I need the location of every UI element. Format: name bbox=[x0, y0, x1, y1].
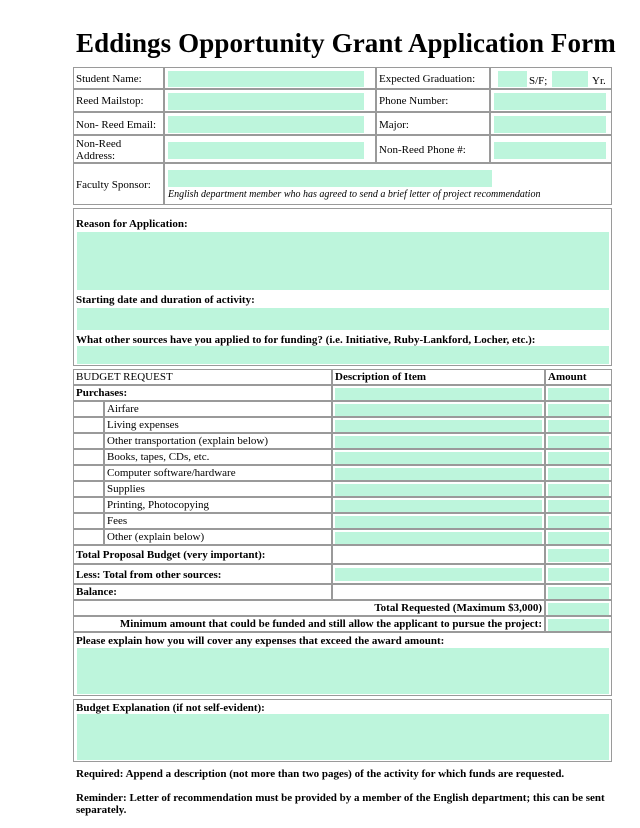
item-row-living bbox=[104, 417, 332, 433]
item-indent bbox=[73, 417, 104, 433]
total-proposal-label: Total Proposal Budget (very important): bbox=[76, 549, 266, 561]
item-row-fees bbox=[104, 513, 332, 529]
item-label: Other (explain below) bbox=[107, 531, 205, 543]
total-requested-input[interactable] bbox=[548, 603, 609, 615]
item-amount-input[interactable] bbox=[548, 484, 609, 496]
item-amount-cell bbox=[545, 417, 612, 433]
explain-excess-cell bbox=[73, 632, 612, 696]
minimum-cell bbox=[73, 616, 545, 632]
purchases-desc-cell bbox=[332, 385, 545, 401]
graduation-field-cell bbox=[490, 67, 612, 89]
item-amount-cell bbox=[545, 433, 612, 449]
item-amount-input[interactable] bbox=[548, 500, 609, 512]
item-label: Airfare bbox=[107, 403, 139, 415]
student-name-cell bbox=[73, 67, 164, 89]
faculty-sponsor-field-cell bbox=[164, 163, 612, 205]
item-row-software bbox=[104, 465, 332, 481]
major-cell bbox=[376, 112, 490, 135]
item-indent bbox=[73, 529, 104, 545]
student-name-field-cell bbox=[164, 67, 376, 89]
item-label: Other transportation (explain below) bbox=[107, 435, 268, 447]
item-indent bbox=[73, 449, 104, 465]
reminder-note: Reminder: Letter of recommendation must be provided by a member of the English department; this can be sent separately. bbox=[76, 792, 605, 816]
major-label: Major: bbox=[379, 119, 409, 131]
purchases-amount-cell bbox=[545, 385, 612, 401]
item-amount-cell bbox=[545, 401, 612, 417]
item-amount-cell bbox=[545, 513, 612, 529]
phone-number-label: Phone Number: bbox=[379, 95, 449, 107]
phone-number-input[interactable] bbox=[494, 93, 606, 110]
description-header: Description of Item bbox=[335, 371, 427, 383]
item-row-printing bbox=[104, 497, 332, 513]
item-desc-cell bbox=[332, 465, 545, 481]
item-desc-cell bbox=[332, 401, 545, 417]
item-amount-cell bbox=[545, 497, 612, 513]
item-amount-cell bbox=[545, 481, 612, 497]
reason-input[interactable] bbox=[77, 232, 609, 290]
non-reed-phone-input[interactable] bbox=[494, 142, 606, 159]
item-row-airfare bbox=[104, 401, 332, 417]
less-other-amount-cell bbox=[545, 564, 612, 584]
non-reed-email-label: Non- Reed Email: bbox=[76, 119, 157, 131]
reed-mailstop-cell bbox=[73, 89, 164, 112]
non-reed-phone-field-cell bbox=[490, 135, 612, 163]
non-reed-address-cell bbox=[73, 135, 164, 163]
item-label: Fees bbox=[107, 515, 128, 527]
phone-number-cell bbox=[376, 89, 490, 112]
item-amount-input[interactable] bbox=[548, 468, 609, 480]
other-sources-label: What other sources have you applied to for funding? (i.e. Initiative, Ruby-Lankford, Locher, etc.): bbox=[76, 334, 536, 346]
item-desc-input[interactable] bbox=[335, 484, 542, 496]
other-sources-input[interactable] bbox=[77, 346, 609, 364]
total-proposal-cell bbox=[73, 545, 332, 564]
item-amount-input[interactable] bbox=[548, 420, 609, 432]
phone-number-field-cell bbox=[490, 89, 612, 112]
purchases-amount-input[interactable] bbox=[548, 388, 609, 400]
item-amount-input[interactable] bbox=[548, 436, 609, 448]
minimum-amount-cell bbox=[545, 616, 612, 632]
total-requested-amount-cell bbox=[545, 600, 612, 616]
budget-explanation-label: Budget Explanation (if not self-evident): bbox=[76, 702, 265, 714]
reed-mailstop-field-cell bbox=[164, 89, 376, 112]
item-desc-cell bbox=[332, 481, 545, 497]
item-label: Books, tapes, CDs, etc. bbox=[107, 451, 210, 463]
item-label: Living expenses bbox=[107, 419, 179, 431]
balance-input[interactable] bbox=[548, 587, 609, 599]
item-label: Printing, Photocopying bbox=[107, 499, 210, 511]
item-amount-cell bbox=[545, 465, 612, 481]
item-desc-cell bbox=[332, 417, 545, 433]
explain-excess-input[interactable] bbox=[77, 648, 609, 694]
item-amount-input[interactable] bbox=[548, 452, 609, 464]
item-indent bbox=[73, 465, 104, 481]
non-reed-address-label: Non-Reed Address: bbox=[76, 138, 122, 162]
faculty-sponsor-cell bbox=[73, 163, 164, 205]
start-date-input[interactable] bbox=[77, 308, 609, 330]
start-date-label: Starting date and duration of activity: bbox=[76, 294, 255, 306]
budget-explanation-input[interactable] bbox=[77, 714, 609, 760]
item-amount-cell bbox=[545, 529, 612, 545]
total-requested-label: Total Requested (Maximum $3,000) bbox=[374, 602, 542, 614]
non-reed-email-field-cell bbox=[164, 112, 376, 135]
sf-label: S/F; bbox=[529, 75, 548, 87]
page-title: Eddings Opportunity Grant Application Form bbox=[76, 28, 616, 58]
faculty-sponsor-input[interactable] bbox=[168, 170, 492, 187]
less-other-desc-input[interactable] bbox=[335, 568, 542, 581]
item-indent bbox=[73, 497, 104, 513]
reason-label: Reason for Application: bbox=[76, 218, 188, 230]
amount-header: Amount bbox=[548, 371, 587, 383]
budget-header: BUDGET REQUEST bbox=[76, 371, 173, 383]
item-row-other bbox=[104, 529, 332, 545]
item-desc-input[interactable] bbox=[335, 404, 542, 416]
item-indent bbox=[73, 401, 104, 417]
total-requested-cell bbox=[73, 600, 545, 616]
item-label: Computer software/hardware bbox=[107, 467, 236, 479]
less-other-label: Less: Total from other sources: bbox=[76, 569, 222, 581]
item-desc-cell bbox=[332, 433, 545, 449]
item-amount-input[interactable] bbox=[548, 516, 609, 528]
item-desc-input[interactable] bbox=[335, 500, 542, 512]
balance-cell bbox=[73, 584, 332, 600]
balance-desc-cell bbox=[332, 584, 545, 600]
total-proposal-desc-cell bbox=[332, 545, 545, 564]
non-reed-email-input[interactable] bbox=[168, 116, 364, 133]
budget-explanation-section bbox=[73, 699, 612, 762]
less-other-input[interactable] bbox=[548, 568, 609, 581]
student-name-input[interactable] bbox=[168, 71, 364, 87]
sponsor-note: English department member who has agreed to send a brief letter of project recommendation bbox=[168, 189, 541, 200]
faculty-sponsor-label: Faculty Sponsor: bbox=[76, 179, 151, 191]
item-indent bbox=[73, 513, 104, 529]
item-indent bbox=[73, 433, 104, 449]
item-desc-input[interactable] bbox=[335, 516, 542, 528]
item-row-supplies bbox=[104, 481, 332, 497]
item-row-books bbox=[104, 449, 332, 465]
item-desc-input[interactable] bbox=[335, 532, 542, 544]
less-other-cell bbox=[73, 564, 332, 584]
balance-label: Balance: bbox=[76, 586, 117, 598]
major-input[interactable] bbox=[494, 116, 606, 133]
item-desc-cell bbox=[332, 513, 545, 529]
major-field-cell bbox=[490, 112, 612, 135]
purchases-desc-input[interactable] bbox=[335, 388, 542, 400]
purchases-cell bbox=[73, 385, 332, 401]
reason-section bbox=[73, 208, 612, 366]
non-reed-phone-label: Non-Reed Phone #: bbox=[379, 144, 466, 156]
minimum-input[interactable] bbox=[548, 619, 609, 631]
non-reed-email-cell bbox=[73, 112, 164, 135]
purchases-label: Purchases: bbox=[76, 387, 128, 399]
item-desc-cell bbox=[332, 497, 545, 513]
amount-header-cell bbox=[545, 369, 612, 385]
item-desc-input[interactable] bbox=[335, 468, 542, 480]
item-desc-input[interactable] bbox=[335, 452, 542, 464]
minimum-label: Minimum amount that could be funded and still allow the applicant to pursue the project: bbox=[119, 618, 542, 630]
balance-amount-cell bbox=[545, 584, 612, 600]
item-indent bbox=[73, 481, 104, 497]
yr-label: Yr. bbox=[592, 75, 606, 87]
expected-graduation-label: Expected Graduation: bbox=[379, 73, 476, 85]
less-other-desc-cell bbox=[332, 564, 545, 584]
description-header-cell bbox=[332, 369, 545, 385]
item-amount-input[interactable] bbox=[548, 532, 609, 544]
total-proposal-input[interactable] bbox=[548, 549, 609, 562]
item-desc-cell bbox=[332, 449, 545, 465]
non-reed-phone-cell bbox=[376, 135, 490, 163]
expected-graduation-cell bbox=[376, 67, 490, 89]
item-row-transport bbox=[104, 433, 332, 449]
non-reed-address-field-cell bbox=[164, 135, 376, 163]
item-amount-cell bbox=[545, 449, 612, 465]
reed-mailstop-input[interactable] bbox=[168, 93, 364, 110]
total-proposal-amount-cell bbox=[545, 545, 612, 564]
graduation-year-input[interactable] bbox=[552, 71, 588, 87]
item-desc-input[interactable] bbox=[335, 436, 542, 448]
required-note: Required: Append a description (not more than two pages) of the activity for which funds are requested. bbox=[76, 768, 565, 780]
student-name-label: Student Name: bbox=[76, 73, 142, 85]
non-reed-address-input[interactable] bbox=[168, 142, 364, 159]
item-desc-cell bbox=[332, 529, 545, 545]
reed-mailstop-label: Reed Mailstop: bbox=[76, 95, 144, 107]
graduation-term-input[interactable] bbox=[498, 71, 527, 87]
budget-header-cell bbox=[73, 369, 332, 385]
item-amount-input[interactable] bbox=[548, 404, 609, 416]
explain-excess-label: Please explain how you will cover any expenses that exceed the award amount: bbox=[76, 635, 445, 647]
item-label: Supplies bbox=[107, 483, 145, 495]
item-desc-input[interactable] bbox=[335, 420, 542, 432]
